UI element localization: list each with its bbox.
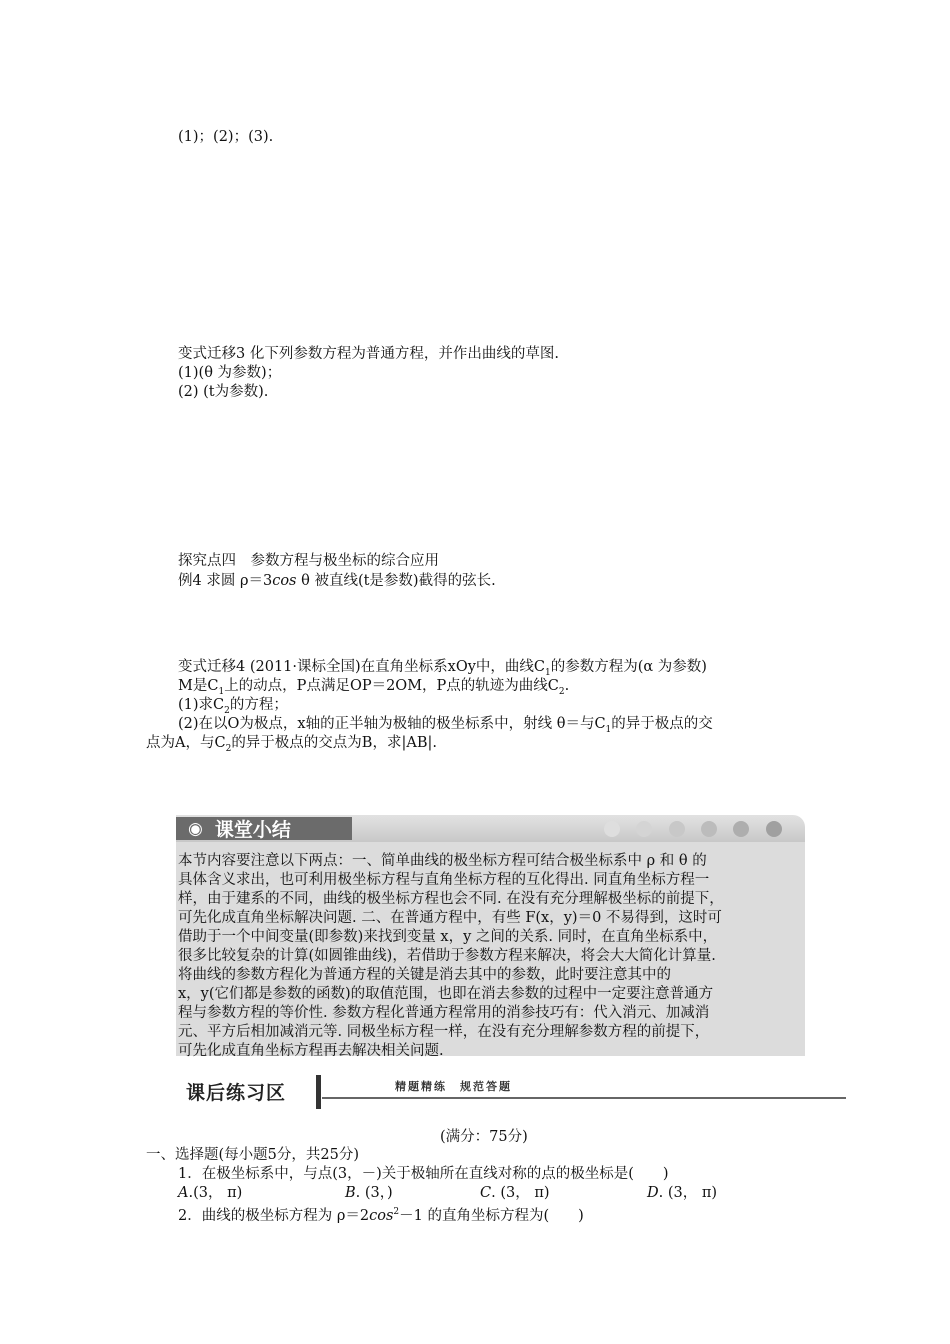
option-letter: D — [647, 1185, 659, 1201]
variant4-line1-a: 变式迁移4 (2011·课标全国)在直角坐标系xOy中，曲线C — [178, 659, 546, 675]
top-line: (1)；(2)；(3). — [178, 129, 274, 145]
variant4-line5-a: 点为A，与C — [146, 735, 226, 751]
q2-suffix: －1 的直角坐标方程为( ) — [399, 1207, 584, 1224]
practice-subtitle: 精题精练 规范答题 — [395, 1080, 512, 1093]
variant4-line4-a: (2)在以O为极点，x轴的正半轴为极轴的极坐标系中，射线 θ＝与C — [178, 716, 606, 732]
summary-line: 程与参数方程的等价性. 参数方程化普通方程常用的消参技巧有：代入消元、加减消 — [178, 1005, 710, 1021]
option-text: . (3，) — [355, 1185, 393, 1201]
option-text: . (3， π) — [658, 1185, 718, 1201]
practice-title: 课后练习区 — [186, 1082, 287, 1104]
option-letter: A — [178, 1185, 189, 1201]
summary-tab — [176, 817, 352, 840]
summary-line: 借助于一个中间变量(即参数)来找到变量 x，y 之间的关系. 同时，在直角坐标系中， — [178, 929, 718, 945]
subscript-2: 2 — [225, 743, 232, 754]
score-note: (满分：75分) — [440, 1129, 528, 1145]
question-2 — [178, 1203, 584, 1225]
variant3-item2: (2) (t为参数). — [178, 384, 269, 400]
explore4-heading: 探究点四 参数方程与极坐标的综合应用 — [178, 553, 439, 569]
variant4-line2-b: 上的动点，P点满足OP＝2OM，P点的轨迹为曲线C — [224, 678, 559, 694]
practice-rule — [322, 1097, 846, 1099]
example4-suffix: θ 被直线(t是参数)截得的弦长. — [296, 573, 496, 589]
summary-line: x，y(它们都是参数的函数)的取值范围，也即在消去参数的过程中一定要注意普通方 — [178, 986, 714, 1002]
q2-superscript: 2 — [393, 1207, 400, 1217]
subscript-2: 2 — [558, 686, 565, 697]
target-icon: ◉ — [188, 818, 203, 839]
example4-cos: cos — [272, 573, 297, 589]
q1-option-d — [647, 1184, 717, 1202]
summary-line: 具体含义求出，也可利用极坐标方程与直角坐标方程的互化得出. 同直角坐标方程一 — [178, 872, 710, 888]
q2-prefix: 2．曲线的极坐标方程为 ρ＝2 — [178, 1207, 370, 1224]
variant4-line5 — [146, 734, 437, 758]
dot-icon — [733, 821, 749, 837]
q2-cos: cos — [369, 1207, 394, 1224]
question-1: 1．在极坐标系中，与点(3，－)关于极轴所在直线对称的点的极坐标是( ) — [178, 1166, 669, 1182]
summary-line: 样，由于建系的不同，曲线的极坐标方程也会不同. 在没有充分理解极坐标的前提下， — [178, 891, 724, 907]
summary-line: 将曲线的参数方程化为普通方程的关键是消去其中的参数，此时要注意其中的 — [178, 967, 671, 983]
dot-icon — [669, 821, 685, 837]
summary-header — [176, 815, 805, 842]
subscript-1: 1 — [545, 667, 551, 678]
variant4-line2-a: M是C — [178, 678, 219, 694]
option-letter: C — [480, 1185, 492, 1201]
practice-divider — [316, 1075, 321, 1109]
summary-line: 可先化成直角坐标方程再去解决相关问题. — [178, 1043, 444, 1059]
summary-line: 元、平方后相加减消元等. 同极坐标方程一样，在没有充分理解参数方程的前提下， — [178, 1024, 710, 1040]
dot-icon — [766, 821, 782, 837]
summary-text — [178, 852, 804, 1061]
summary-title: 课堂小结 — [214, 819, 291, 841]
dot-icon — [604, 821, 620, 837]
option-text: .(3， π) — [188, 1185, 243, 1201]
dot-icon — [701, 821, 717, 837]
subscript-1: 1 — [218, 686, 225, 697]
summary-line: 本节内容要注意以下两点：一、简单曲线的极坐标方程可结合极坐标系中 ρ 和 θ 的 — [178, 853, 707, 869]
subscript-2: 2 — [224, 705, 230, 716]
subscript-1: 1 — [605, 724, 612, 735]
q1-option-c — [480, 1184, 550, 1202]
q1-option-b — [345, 1184, 393, 1202]
q1-option-a — [178, 1184, 242, 1202]
section-heading: 一、选择题(每小题5分，共25分) — [146, 1147, 359, 1163]
option-text: . (3， π) — [491, 1185, 550, 1201]
variant3-item1: (1)(θ 为参数)； — [178, 365, 282, 381]
summary-line: 可先化成直角坐标解决问题. 二、在普通方程中，有些 F(x，y)＝0 不易得到，这时可 — [178, 910, 722, 926]
example4 — [178, 572, 496, 590]
summary-line: 很多比较复杂的计算(如圆锥曲线)，若借助于参数方程来解决，将会大大简化计算量. — [178, 948, 716, 964]
variant4-line5-b: 的异于极点的交点为B，求|AB|. — [231, 735, 437, 751]
option-letter: B — [345, 1185, 356, 1201]
dot-icon — [636, 821, 652, 837]
variant4-line1-b: 的参数方程为(α 为参数) — [550, 659, 707, 675]
variant3-title: 变式迁移3 化下列参数方程为普通方程，并作出曲线的草图. — [178, 346, 559, 362]
example4-prefix: 例4 求圆 ρ＝3 — [178, 573, 273, 589]
variant4-line2-c: . — [564, 678, 570, 694]
variant4-line3-b: 的方程； — [229, 697, 288, 713]
variant4-line4-b: 的异于极点的交 — [611, 716, 713, 732]
variant4-line3-a: (1)求C — [178, 697, 225, 713]
